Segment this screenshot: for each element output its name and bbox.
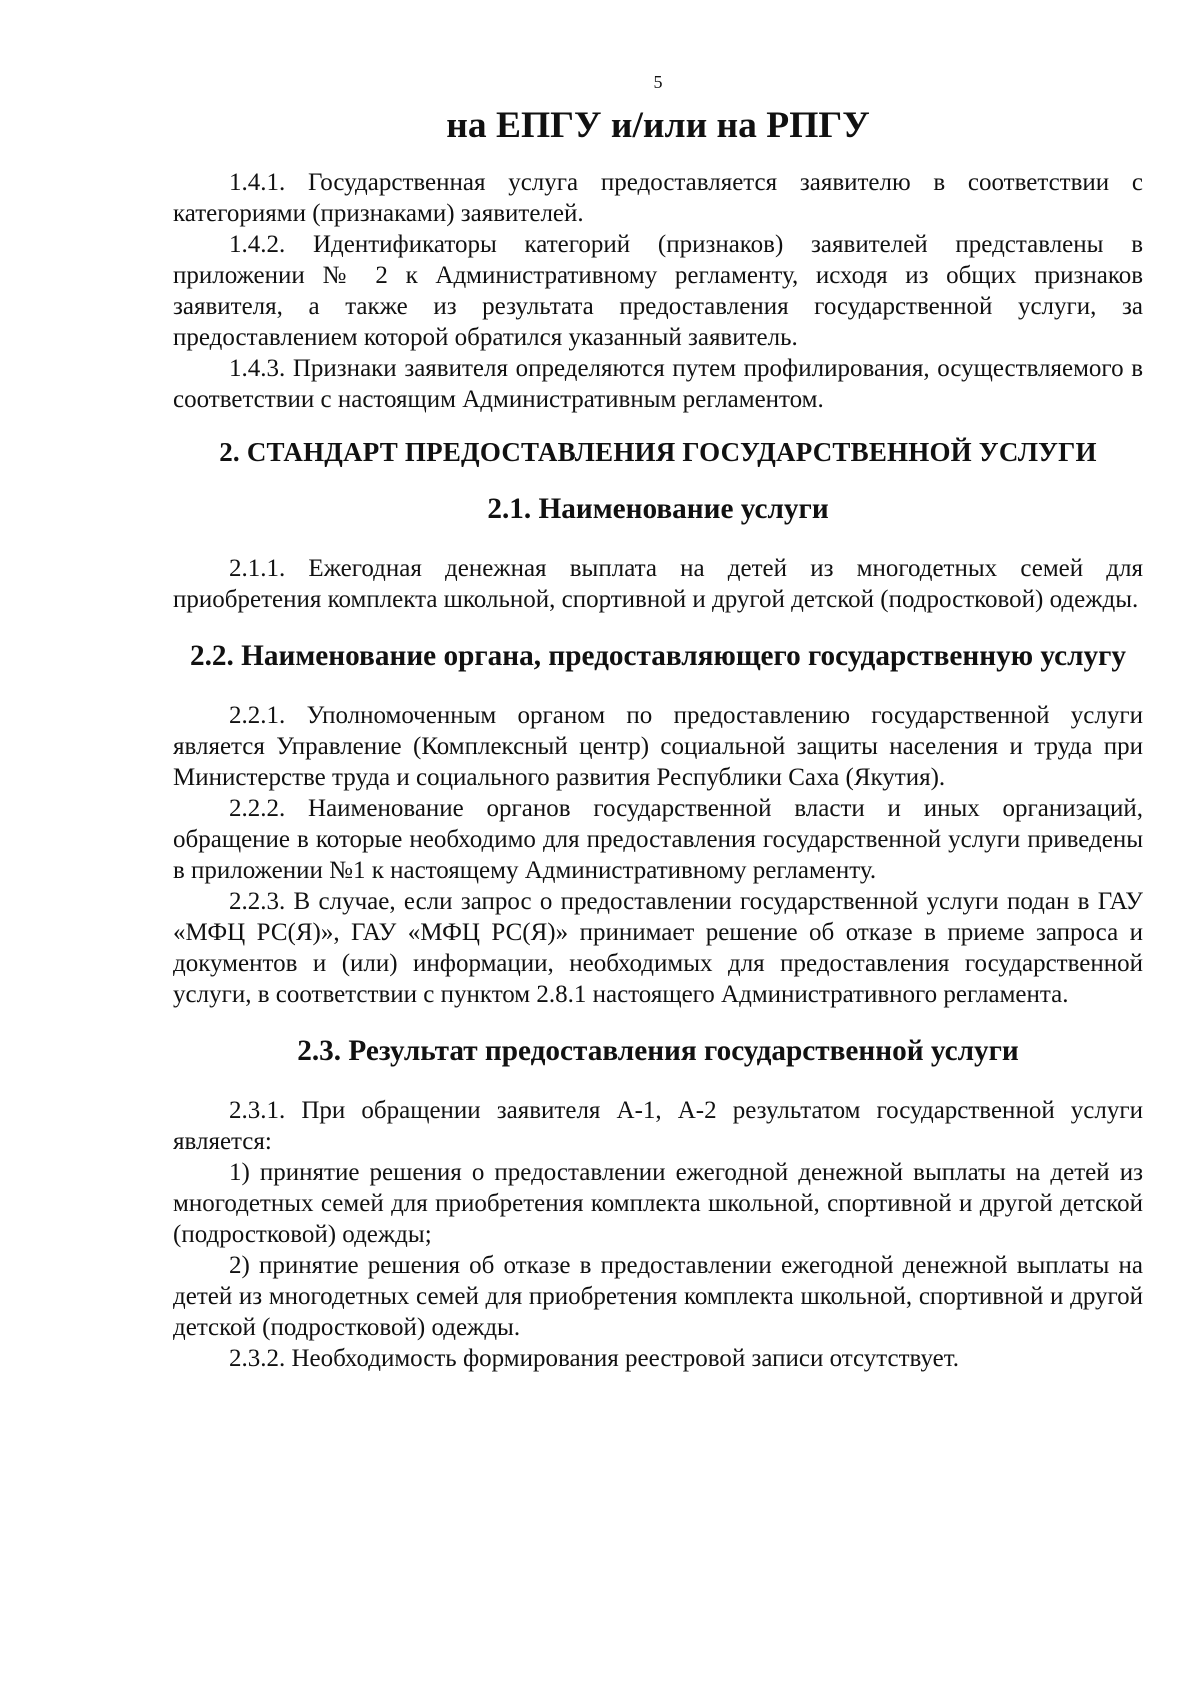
- paragraph-1-4-2: 1.4.2. Идентификаторы категорий (признаков) заявителей представлены в приложении № 2 к Административному регламенту, исходя из общих признаков заявителя, а также из результата предоставления государственной услуги, за предоставлением которой обратился указанный заявитель.: [173, 231, 1143, 351]
- section-title: 2. СТАНДАРТ ПРЕДОСТАВЛЕНИЯ ГОСУДАРСТВЕННОЙ УСЛУГИ: [219, 437, 1097, 467]
- subsection-title-2-3: 2.3. Результат предоставления государственной услуги: [297, 1035, 1019, 1067]
- page-number: 5: [653, 72, 663, 92]
- paragraph-2-2-3: 2.2.3. В случае, если запрос о предоставлении государственной услуги подан в ГАУ «МФЦ РС(Я)», ГАУ «МФЦ РС(Я)» принимает решение об отказе в приеме запроса и документов и (или) информации, необходимых для предоставления государственной услуги, в соответствии с пунктом 2.8.1 настоящего Административного регламента.: [173, 888, 1143, 1008]
- paragraph-2-1-1: 2.1.1. Ежегодная денежная выплата на детей из многодетных семей для приобретения комплекта школьной, спортивной и другой детской (подростковой) одежды.: [173, 555, 1143, 613]
- paragraph-1-4-3: 1.4.3. Признаки заявителя определяются путем профилирования, осуществляемого в соответствии с настоящим Административным регламентом.: [173, 355, 1143, 413]
- subsection-title-2-1: 2.1. Наименование услуги: [487, 493, 829, 525]
- paragraph-1-4-1: 1.4.1. Государственная услуга предоставляется заявителю в соответствии с категориями (признаками) заявителей.: [173, 169, 1143, 227]
- document-page: [173, 72, 1143, 1374]
- intro-heading: на ЕПГУ и/или на РПГУ: [446, 105, 870, 146]
- paragraph-2-2-2: 2.2.2. Наименование органов государственной власти и иных организаций, обращение в которые необходимо для предоставления государственной услуги приведены в приложении №1 к настоящему Административному регламенту.: [173, 795, 1143, 884]
- list-item-2-3-1-1: 1) принятие решения о предоставлении ежегодной денежной выплаты на детей из многодетных семей для приобретения комплекта школьной, спортивной и другой детской (подростковой) одежды;: [173, 1159, 1143, 1248]
- subsection-title-2-2: 2.2. Наименование органа, предоставляющего государственную услугу: [189, 640, 1127, 672]
- paragraph-2-2-1: 2.2.1. Уполномоченным органом по предоставлению государственной услуги является Управление (Комплексный центр) социальной защиты населения и труда при Министерстве труда и социального развития Республики Саха (Якутия).: [173, 702, 1143, 791]
- paragraph-2-3-2: 2.3.2. Необходимость формирования реестровой записи отсутствует.: [229, 1345, 960, 1372]
- list-item-2-3-1-2: 2) принятие решения об отказе в предоставлении ежегодной денежной выплаты на детей из многодетных семей для приобретения комплекта школьной, спортивной и другой детской (подростковой) одежды.: [173, 1252, 1143, 1341]
- paragraph-2-3-1: 2.3.1. При обращении заявителя А-1, А-2 результатом государственной услуги является:: [173, 1097, 1143, 1155]
